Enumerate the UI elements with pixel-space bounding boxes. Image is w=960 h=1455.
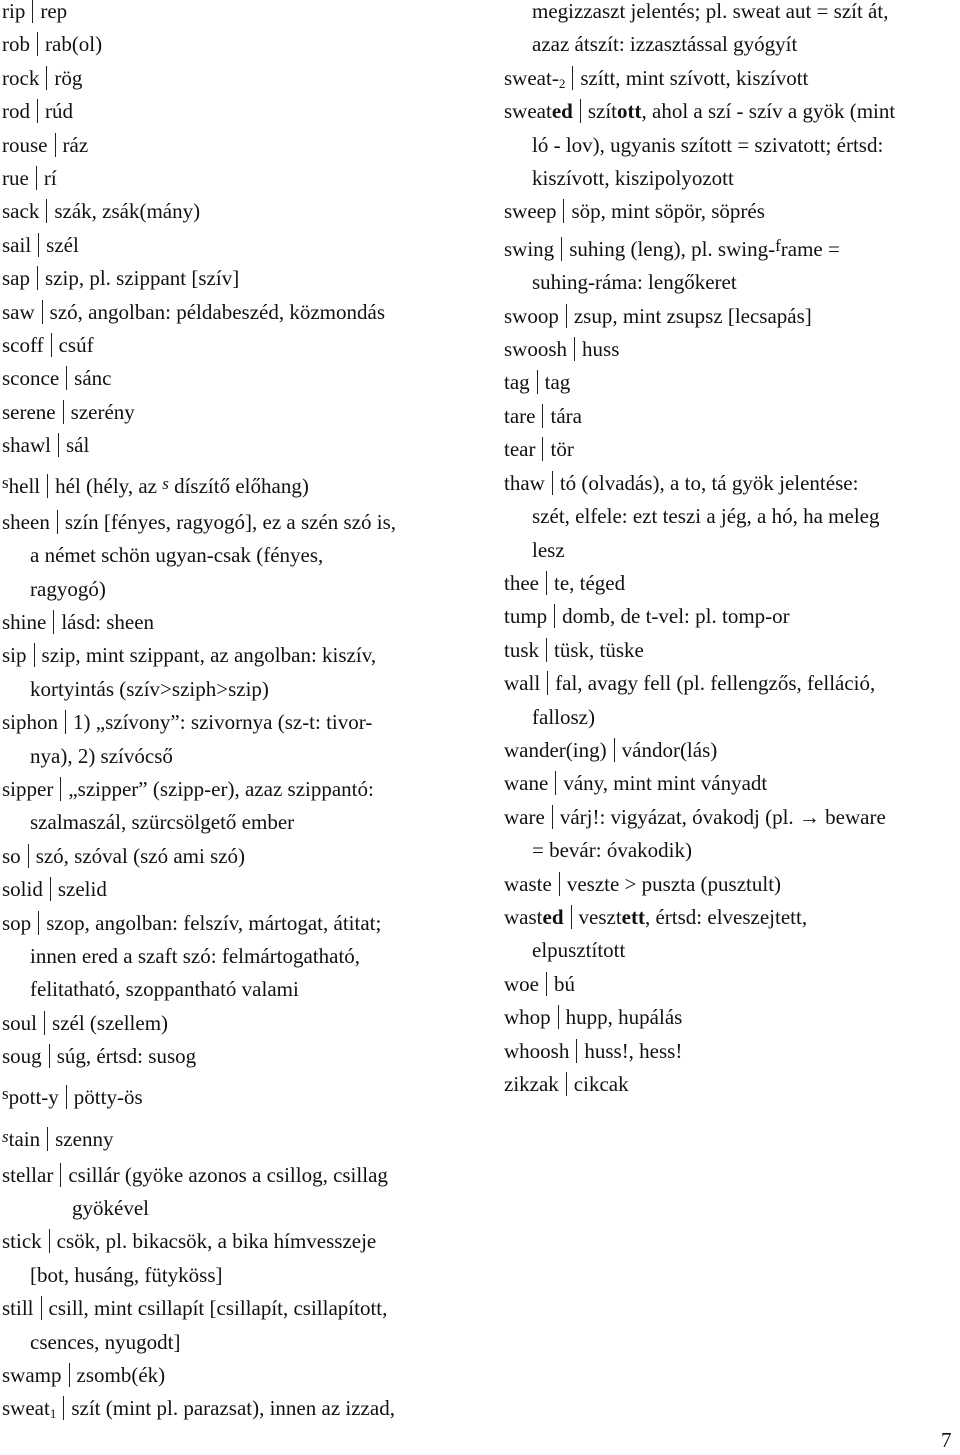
headword: serene [2,399,56,424]
headword: solid [2,877,43,902]
headword: rob [2,32,30,57]
definition-tail: díszítő előhang) [168,473,309,498]
entry-woe [504,968,956,1001]
definition: rög [54,65,83,90]
entry-wall [504,667,956,734]
definition: tó (olvadás), a to, tá gyök jelentése: [559,470,859,495]
headword: wall [504,671,541,696]
headword: stellar [2,1162,54,1187]
definition: , értsd: elveszejtett, [644,904,808,929]
entry-tear [504,433,956,466]
headword: still [2,1296,34,1321]
definition: zsomb(ék) [76,1363,166,1388]
definition-continuation: ragyogó) [30,576,106,601]
definition: zsup, mint zsupsz [lecsapás] [573,303,812,328]
headword: pott-y [8,1084,59,1109]
right-column [504,0,956,1101]
divider [574,337,575,361]
definition: rúd [45,99,73,124]
definition-continuation: gyökével [72,1196,149,1220]
divider [558,1005,559,1029]
definition-continuation: nya), 2) szívócső [30,743,173,768]
divider [58,433,59,457]
headword: ware [504,804,545,829]
entry-soul [2,1007,472,1040]
headword: soug [2,1044,42,1069]
divider [63,1396,64,1420]
definition-continuation: kortyintás (szív>sziph>szip) [30,676,269,701]
divider [47,1127,48,1151]
headword: sipper [2,776,54,801]
headword: rock [2,65,40,90]
headword: zikzak [504,1072,559,1096]
headword: swoosh [504,337,568,362]
divider [554,604,555,628]
divider [49,1229,50,1253]
headword-prefix: s [2,472,9,492]
entry-scoff [2,329,472,362]
entry-stain [2,1117,472,1159]
definition-continuation: suhing-ráma: lengőkeret [532,270,737,295]
definition-continuation: fallosz) [532,704,595,729]
divider [546,571,547,595]
divider [555,771,556,795]
definition-continuation: szalmaszál, szürcsölgető ember [30,810,295,835]
definition: szél (szellem) [52,1010,169,1035]
definition-continuation: kiszívott, kiszipolyozott [532,166,734,191]
headword: siphon [2,710,59,735]
definition: csúf [58,333,94,358]
definition: rep [40,0,68,23]
definition: söp, mint söpör, söprés [571,199,765,224]
entry-soug [2,1040,472,1073]
divider [32,0,33,23]
definition: rí [43,166,57,191]
definition: tag [544,370,571,395]
definition: súg, értsd: susog [56,1044,197,1069]
divider [65,710,66,734]
entry-sweated [504,95,956,195]
entry-sop [2,907,472,1007]
definition: szél [46,232,79,257]
definition: 1) „szívony”: szivornya (sz-t: tivor- [73,710,373,735]
definition: rab(ol) [45,32,103,57]
definition: te, téged [553,570,626,595]
headword: sheen [2,509,50,534]
entry-whoosh [504,1035,956,1068]
divider [51,333,52,357]
entry-siphon [2,706,472,773]
headword: sack [2,199,40,224]
definition-continuation: ló - lov), ugyanis szított = szivatott; értsd: [532,132,884,157]
divider [47,474,48,498]
divider [42,300,43,324]
definition-continuation: elpusztított [532,938,626,963]
definition-stem: veszt [578,904,622,929]
divider [559,872,560,896]
headword-prefix: s [2,1083,9,1103]
definition-suffix: ett [621,904,645,929]
definition-continuation: lesz [532,537,565,562]
definition: cikcak [573,1072,629,1096]
definition: szerény [70,399,135,424]
definition: szelid [57,877,107,902]
headword: waste [504,871,552,896]
definition: veszte > puszta (pusztult) [566,871,782,896]
divider [34,643,35,667]
divider [547,671,548,695]
left-column [2,0,472,1426]
entry-tusk [504,634,956,667]
headword: whop [504,1005,551,1030]
divider [566,1072,567,1096]
divider [552,805,553,829]
entry-sweat1 [2,1392,472,1425]
headword: sail [2,232,32,257]
headword: wander(ing) [504,737,607,762]
definition-continuation: szét, elfele: ezt teszi a jég, a hó, ha meleg [532,504,880,529]
entry-wandering [504,734,956,767]
entry-rip [2,0,472,28]
headword: tusk [504,637,540,662]
definition: szenny [55,1126,114,1151]
definition: tör [550,437,574,462]
divider [546,972,547,996]
definition-continuation: megizzaszt jelentés; pl. sweat aut = szít át, [532,0,889,23]
headword-index: 2 [558,75,566,91]
headword: swing [504,236,555,261]
headword: tain [8,1126,41,1151]
headword: rod [2,99,30,124]
headword: rue [2,166,29,191]
entry-rod [2,95,472,128]
divider [37,32,38,56]
definition: szín [fényes, ragyogó], ez a szén szó is, [64,509,397,534]
divider [542,437,543,461]
headword: rouse [2,132,48,157]
definition: hél (hély, az [55,473,163,498]
definition: hupp, hupálás [565,1005,683,1030]
definition: tüsk, tüske [554,637,644,662]
definition-f: f [775,235,781,255]
headword: wast [504,904,543,929]
entry-ware [504,801,956,868]
entry-so [2,840,472,873]
divider [41,1296,42,1320]
definition-continuation: innen ered a szaft szó: felmártogatható, [30,943,361,968]
entry-waste [504,868,956,901]
divider [614,738,615,762]
entry-tag [504,366,956,399]
divider [552,471,553,495]
entry-sipper [2,773,472,840]
definition-continuation: a német schön ugyan-csak (fényes, [30,543,324,568]
definition: csillár (gyöke azonos a csillog, csillag [68,1162,388,1187]
divider [38,233,39,257]
definition: ráz [62,132,89,157]
entry-sap [2,262,472,295]
definition: huss!, hess! [584,1038,683,1063]
headword: sweat- [504,65,559,90]
entry-stick [2,1225,472,1292]
entry-sail [2,229,472,262]
entry-tare [504,400,956,433]
headword: sconce [2,366,60,391]
entry-thee [504,567,956,600]
divider [50,877,51,901]
definition: szítt, mint szívott, kiszívott [580,65,809,90]
entry-shawl [2,429,472,462]
definition: sál [66,433,90,458]
divider [46,199,47,223]
entry-spotty [2,1074,472,1117]
entry-tump [504,600,956,633]
headword: sip [2,643,27,668]
definition-continuation: [bot, husáng, fütyköss] [30,1262,223,1287]
definition-continuation: felitatható, szoppantható valami [30,977,299,1002]
divider [66,1085,67,1109]
divider [546,638,547,662]
entry-solid [2,873,472,906]
divider [53,610,54,634]
headword: saw [2,299,35,324]
entry-sack [2,195,472,228]
entry-sheen [2,506,472,606]
definition: szop, angolban: felszív, mártogat, átitat; [46,910,382,935]
entry-zikzak [504,1068,956,1101]
divider [36,166,37,190]
headword: soul [2,1010,38,1035]
entry-rue [2,162,472,195]
divider [576,1039,577,1063]
headword: woe [504,971,539,996]
divider [46,66,47,90]
headword: stick [2,1229,42,1254]
entry-swoosh [504,333,956,366]
definition-stem: szít [587,99,617,124]
entry-sweep [504,195,956,228]
headword: thee [504,570,539,595]
divider [37,99,38,123]
divider [69,1363,70,1387]
entry-sweat1-continued [504,0,956,62]
entry-shell [2,463,472,506]
headword: swoop [504,303,559,328]
definition: pötty-ös [73,1084,143,1109]
entry-still [2,1292,472,1359]
headword: so [2,843,21,868]
divider [537,370,538,394]
headword: tag [504,370,530,395]
divider [542,404,543,428]
headword: sweat [504,99,552,124]
page-number: 7 [941,1428,952,1452]
headword: swamp [2,1363,62,1388]
definition: vándor(lás) [621,737,718,762]
definition: , ahol a szí - szív a gyök (mint [641,99,896,124]
divider [38,911,39,935]
headword-index: 1 [49,1406,57,1422]
definition: csill, mint csillapít [csillapít, csillapított, [48,1296,388,1321]
definition: várj!: vigyázat, óvakodj (pl. → beware [559,804,886,829]
entry-serene [2,396,472,429]
divider [580,99,581,123]
entry-shine [2,606,472,639]
definition: vány, mint mint ványadt [563,771,768,796]
entry-thaw [504,467,956,567]
definition: szó, szóval (szó ami szó) [35,843,246,868]
divider [60,1163,61,1187]
divider [60,777,61,801]
headword: thaw [504,470,545,495]
divider [63,400,64,424]
divider [66,366,67,390]
headword: wane [504,771,549,796]
divider [28,844,29,868]
entry-swamp [2,1359,472,1392]
headword: scoff [2,333,44,358]
divider [571,905,572,929]
headword: tump [504,604,548,629]
entry-wasted [504,901,956,968]
divider [44,1011,45,1035]
headword: whoosh [504,1038,570,1063]
definition: tára [550,403,582,428]
definition: bú [554,971,575,996]
divider [563,199,564,223]
definition-s: s [162,473,169,493]
headword: tare [504,403,536,428]
divider [572,66,573,90]
headword-suffix: ed [542,904,564,929]
divider [566,304,567,328]
definition: szip, pl. szippant [szív] [45,266,240,291]
definition: huss [582,337,620,362]
headword: shawl [2,433,51,458]
entry-sweat2 [504,62,956,95]
entry-rob [2,28,472,61]
definition-suffix: ott [617,99,642,124]
entry-rock [2,62,472,95]
headword: tear [504,437,536,462]
definition: fal, avagy fell (pl. fellengzős, felláció, [555,671,876,696]
definition: suhing (leng), pl. swing- [569,236,776,261]
definition-continuation: csences, nyugodt] [30,1329,181,1354]
headword-suffix: ed [551,99,573,124]
entry-swoop [504,300,956,333]
definition: szó, angolban: példabeszéd, közmondás [49,299,385,324]
definition-continuation: azaz átszít: izzasztással gyógyít [532,32,798,57]
definition: „szipper” (szipp-er), azaz szippantó: [68,776,374,801]
entry-sconce [2,362,472,395]
definition-tail: rame = [780,236,840,261]
entry-stellar [2,1159,472,1226]
headword-prefix: s [2,1126,9,1146]
entry-wane [504,767,956,800]
divider [57,510,58,534]
definition: sánc [74,366,112,391]
entry-whop [504,1001,956,1034]
entry-swing [504,229,956,300]
headword: sap [2,266,30,291]
headword: shine [2,609,47,634]
definition: szít (mint pl. parazsat), innen az izzad, [71,1396,395,1421]
entry-rouse [2,129,472,162]
headword: sweep [504,199,557,224]
divider [37,266,38,290]
divider [561,237,562,261]
definition-continuation: = bevár: óvakodik) [532,838,692,863]
definition: szák, zsák(mány) [54,199,201,224]
headword: rip [2,0,26,23]
definition: szip, mint szippant, az angolban: kiszív, [41,643,377,668]
headword: sop [2,910,32,935]
definition: csök, pl. bikacsök, a bika hímvesszeje [56,1229,377,1254]
divider [55,133,56,157]
entry-sip [2,639,472,706]
headword: hell [8,473,41,498]
headword: sweat [2,1396,50,1421]
entry-saw [2,296,472,329]
definition: lásd: sheen [61,609,155,634]
divider [49,1044,50,1068]
definition: domb, de t-vel: pl. tomp-or [562,604,790,629]
